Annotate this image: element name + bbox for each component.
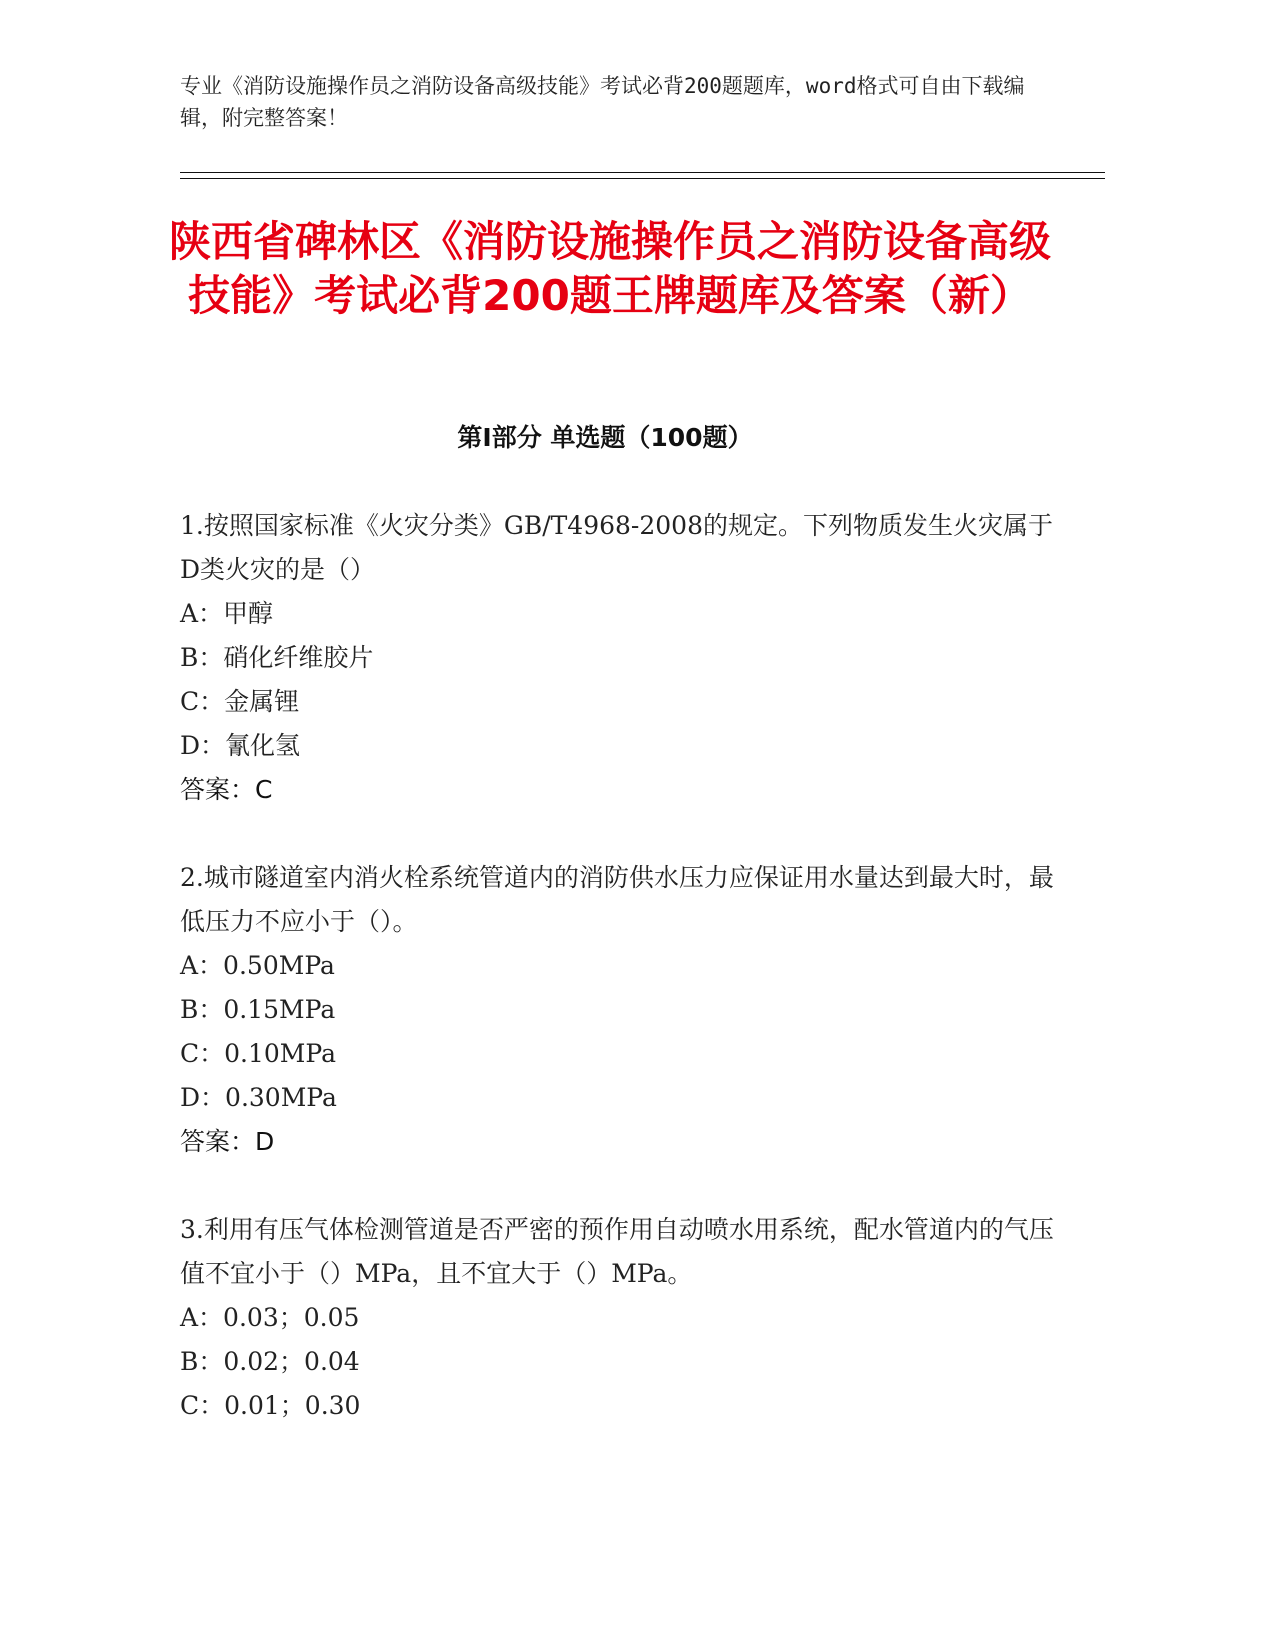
option-c: C：0.01；0.30 <box>180 1391 361 1420</box>
answer: 答案：D <box>180 1127 275 1156</box>
header-note: 专业《消防设施操作员之消防设备高级技能》考试必背200题题库，word格式可自由下载编辑，附完整答案！ <box>180 74 1025 130</box>
question-list <box>180 504 1060 1472</box>
option-a: A：0.50MPa <box>180 951 335 980</box>
option-d: D：氰化氢 <box>180 731 301 760</box>
option-b: B：硝化纤维胶片 <box>180 643 374 672</box>
section-heading: 第I部分 单选题（100题） <box>457 423 753 452</box>
option-a: A：0.03；0.05 <box>180 1303 360 1332</box>
question-stem: 1.按照国家标准《火灾分类》GB/T4968-2008的规定。下列物质发生火灾属于D类火灾的是（） <box>180 511 1053 584</box>
question-2 <box>180 856 1060 1164</box>
answer: 答案：C <box>180 775 273 804</box>
document-title: 陕西省碑林区《消防设施操作员之消防设备高级技能》考试必背200题王牌题库及答案（新） <box>168 217 1051 320</box>
header-divider-top <box>180 172 1105 173</box>
question-1 <box>180 504 1060 812</box>
question-stem: 2.城市隧道室内消火栓系统管道内的消防供水压力应保证用水量达到最大时，最低压力不应小于（）。 <box>180 863 1054 936</box>
option-b: B：0.15MPa <box>180 995 336 1024</box>
option-b: B：0.02；0.04 <box>180 1347 360 1376</box>
option-c: C：0.10MPa <box>180 1039 336 1068</box>
header-divider-bottom <box>180 178 1105 179</box>
question-3 <box>180 1208 1060 1428</box>
option-c: C：金属锂 <box>180 687 300 716</box>
option-d: D：0.30MPa <box>180 1083 337 1112</box>
question-stem: 3.利用有压气体检测管道是否严密的预作用自动喷水用系统，配水管道内的气压值不宜小于（）MPa，且不宜大于（）MPa。 <box>180 1215 1054 1288</box>
option-a: A：甲醇 <box>180 599 274 628</box>
